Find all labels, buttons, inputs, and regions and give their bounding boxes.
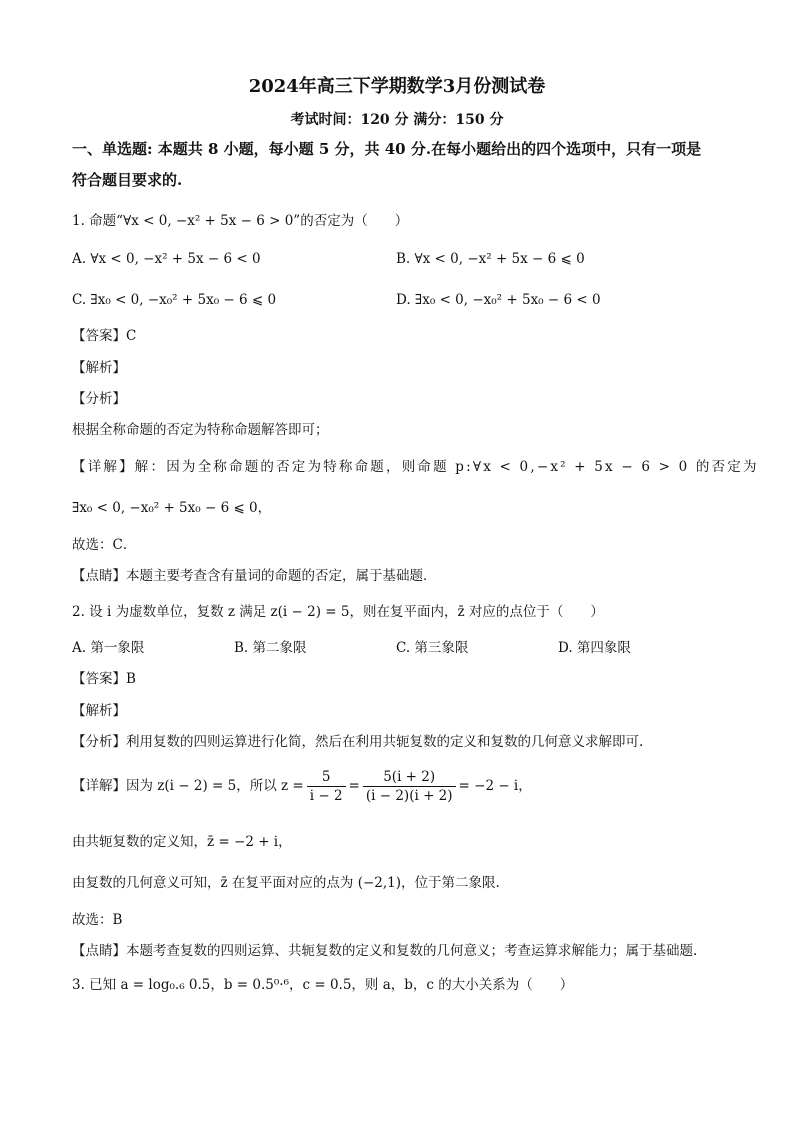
q2-detail-suffix: = −2 − i，	[458, 778, 532, 794]
q2-fraction-1-numerator: 5	[307, 768, 346, 787]
q2-option-a: A. 第一象限	[72, 640, 145, 656]
q2-conjugate-line: 由共轭复数的定义知，z̄ = −2 + i，	[72, 834, 292, 850]
q2-dianjing: 【点睛】本题考查复数的四则运算、共轭复数的定义和复数的几何意义；考查运算求解能力；属于基础题.	[72, 943, 698, 959]
q1-dianjing: 【点睛】本题主要考查含有量词的命题的否定，属于基础题．	[72, 568, 437, 584]
q2-detail-equation	[72, 766, 532, 806]
q2-stem: 2. 设 i 为虚数单位，复数 z 满足 z(i − 2) = 5，则在复平面内，z̄ 对应的点位于（ ）	[72, 604, 604, 620]
q2-fraction-2-denominator: (i − 2)(i + 2)	[365, 787, 453, 804]
q1-choose: 故选：C．	[72, 537, 137, 553]
q2-answer: 【答案】B	[72, 671, 136, 687]
q1-fenxi-label: 【分析】	[72, 391, 126, 407]
q1-option-d: D. ∃x₀ < 0, −x₀² + 5x₀ − 6 < 0	[396, 292, 601, 308]
q2-geometry-line: 由复数的几何意义可知，z̄ 在复平面对应的点为 (−2,1)，位于第二象限.	[72, 875, 500, 891]
q2-equals: =	[348, 778, 360, 794]
q2-fenxi: 【分析】利用复数的四则运算进行化简，然后在利用共轭复数的定义和复数的几何意义求解即可.	[72, 734, 644, 750]
exam-info: 考试时间：120 分 满分：150 分	[290, 112, 504, 128]
section-heading-line2: 符合题目要求的.	[72, 171, 183, 189]
q1-detail-line1: 【详解】解：因为全称命题的否定为特称命题，则命题 p:∀x < 0,−x² + 5x − 6 > 0 的否定为	[72, 459, 759, 475]
q3-stem: 3. 已知 a = log₀.₆ 0.5，b = 0.5⁰·⁶，c = 0.5，则 a，b，c 的大小关系为（ ）	[72, 977, 574, 993]
section-heading-line1: 一、单选题: 本题共 8 小题，每小题 5 分，共 40 分.在每小题给出的四个选项中，只有一项是	[72, 140, 702, 158]
q1-answer: 【答案】C	[72, 328, 137, 344]
q1-fenxi-text: 根据全称命题的否定为特称命题解答即可；	[72, 422, 329, 438]
q1-option-a: A. ∀x < 0, −x² + 5x − 6 < 0	[72, 251, 261, 267]
q2-fraction-1	[307, 768, 346, 805]
q1-detail-line2: ∃x₀ < 0, −x₀² + 5x₀ − 6 ⩽ 0，	[72, 500, 272, 516]
q2-option-c: C. 第三象限	[396, 640, 469, 656]
q2-fraction-2	[363, 768, 456, 805]
q2-option-d: D. 第四象限	[558, 640, 631, 656]
page-title: 2024年高三下学期数学3月份测试卷	[248, 76, 546, 97]
q2-choose: 故选：B	[72, 912, 123, 928]
q2-detail-prefix: 【详解】因为 z(i − 2) = 5，所以 z =	[72, 778, 304, 794]
q2-jiexi-label: 【解析】	[72, 703, 126, 719]
q1-option-c: C. ∃x₀ < 0, −x₀² + 5x₀ − 6 ⩽ 0	[72, 292, 277, 308]
q1-jiexi-label: 【解析】	[72, 360, 126, 376]
q2-fraction-1-denominator: i − 2	[309, 787, 343, 804]
q1-stem: 1. 命题“∀x < 0, −x² + 5x − 6 > 0”的否定为（ ）	[72, 213, 409, 229]
q2-option-b: B. 第二象限	[234, 640, 307, 656]
q1-option-b: B. ∀x < 0, −x² + 5x − 6 ⩽ 0	[396, 251, 585, 267]
q2-fraction-2-numerator: 5(i + 2)	[363, 768, 456, 787]
